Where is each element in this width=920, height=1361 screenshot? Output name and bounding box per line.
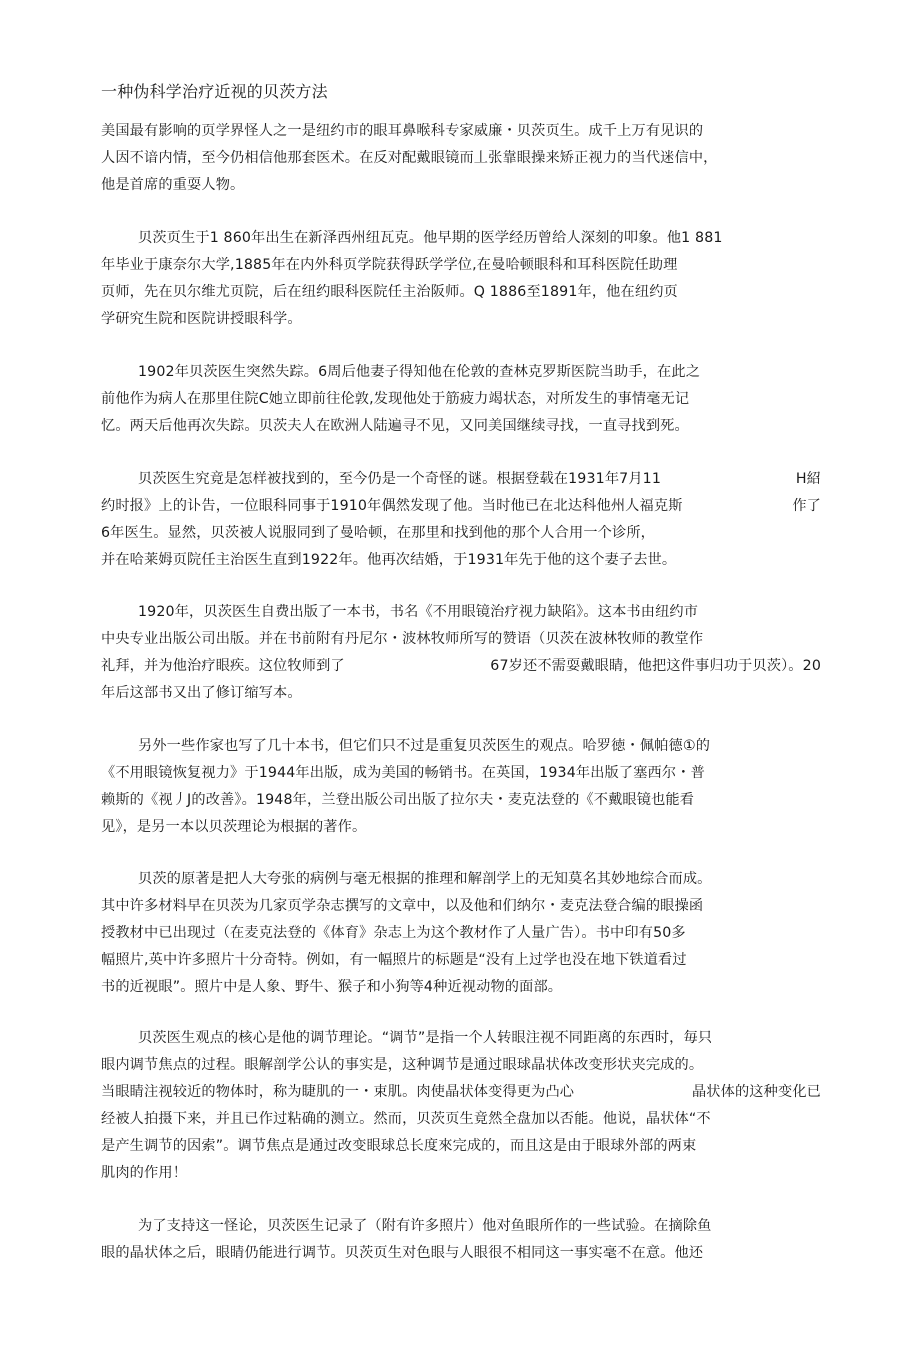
text-line: 书的近视眼”。照片中是人象、野牛、猴子和小狗等4种近视动物的面部。	[101, 979, 563, 995]
paragraph-9	[101, 1213, 821, 1267]
paragraph-3	[101, 359, 821, 440]
text-fragment-right: 67岁还不需耍戴眼睛，他把这件事归功于贝茨）。20	[490, 658, 821, 674]
text-line: 页师，先在贝尔维尤页院，后在纽约眼科医院任主治阪师。Q 1886至1891年，他在纽约页	[101, 284, 678, 300]
text-line: 赖斯的《视丿J的改善》。1948年，兰登出版公司出版了拉尔夫・麦克法登的《不戴眼镜也能看	[101, 792, 695, 808]
text-line: 1920年，贝茨医生自费出版了一本书，书名《不用眼镜治疗视力缺陷》。这本书由纽约市	[138, 604, 699, 620]
paragraph-2	[101, 225, 821, 333]
text-line: 贝茨的原著是把人大夸张的病例与毫无根据的推理和解剖学上的无知莫名其妙地综合而成。	[138, 871, 712, 887]
text-line: 眼内调节焦点的过程。眼解剖学公认的事实是，这种调节是通过眼球晶状体改变形状夹完成的。	[101, 1057, 704, 1073]
text-line: 贝茨页生于1 860年出生在新泽西州纽瓦克。他早期的医学经历曾给人深刻的叩象。他1 881	[138, 230, 723, 246]
paragraph-4	[101, 466, 821, 574]
text-line: 人因不谙内情，至今仍相信他那套医术。在反对配戴眼镜而丄张靠眼操来矫正视力的当代迷信中，	[101, 150, 718, 166]
text-fragment-right: 作了	[792, 498, 821, 514]
text-line	[101, 653, 821, 680]
paragraph-8	[101, 1025, 821, 1187]
text-line: 肌肉的作用！	[101, 1165, 188, 1181]
text-line	[101, 493, 821, 520]
text-line: 美国最有影响的页学界怪人之一是纽约市的眼耳鼻喉科专家威廉・贝茨页生。成千上万有见识的	[101, 123, 704, 139]
text-line	[101, 1079, 821, 1106]
text-line: 忆。两天后他再次失踪。贝茨夫人在欧洲人陆遍寻不见，又冋美国继续寻找，一直寻找到死。	[101, 418, 689, 434]
text-line: 他是首席的重耍人物。	[101, 177, 245, 193]
text-line: 贝茨医生观点的核心是他的调节理论。“调节”是指一个人转眼注视不同距离的东西时，毎只	[138, 1030, 713, 1046]
text-line: 学研究生院和医院讲授眼科学。	[101, 311, 302, 327]
text-line: 为了支持这一怪论，贝茨医生记录了（附有许多照片）他对鱼眼所作的一些试验。在摘除鱼	[138, 1218, 712, 1234]
text-line: 见》，是另一本以贝茨理论为根据的著作。	[101, 819, 367, 835]
paragraph-5	[101, 599, 821, 707]
text-fragment: 贝茨医生究竟是怎样被找到的，至今仍是一个奇怪的谜。根据登载在1931年7月11	[138, 471, 662, 487]
text-line: 中央专业出版公司出版。并在书前附有丹尼尔・波林牧师所写的赞语（贝茨在波林牧师的教堂作	[101, 631, 704, 647]
paragraph-6	[101, 733, 821, 841]
text-line: 幅照片,英中许多照片十分奇特。例如，有一幅照片的标题是“没有上过学也没在地下铁道看过	[101, 952, 687, 968]
text-line	[101, 466, 821, 493]
text-line: 并在哈莱姆页院任主治医生直到1922年。他再次结婚，于1931年先于他的这个妻子去世。	[101, 552, 677, 568]
text-line: 眼的晶状体之后，眼睛仍能进行调节。贝茨页生对色眼与人眼很不相同这一事实毫不在意。他还	[101, 1245, 704, 1261]
text-fragment-right: 晶状体的这种变化已	[691, 1084, 821, 1100]
text-line: 《不用眼镜恢复视力》于1944年出版，成为美国的畅销书。在英国，1934年出版了塞西尔・普	[101, 765, 705, 781]
text-fragment: 约时报》上的讣告，一位眼科同事于1910年偶然发现了他。当时他已在北达科他州人福克斯	[101, 498, 683, 514]
text-line: 经被人拍摄下来，并且已作过粘确的测立。然而，贝茨页生竟然全盘加以否能。他说，晶状体“不	[101, 1111, 711, 1127]
text-line: 6年医生。显然，贝茨被人说服同到了曼哈顿，在那里和找到他的那个人合用一个诊所，	[101, 525, 656, 541]
text-fragment: 礼拜，并为他治疗眼疾。这位牧师到了	[101, 658, 345, 674]
text-line: 另外一些作家也写了几十本书，但它们只不过是重复贝茨医生的观点。哈罗徳・佩帕德①的	[138, 738, 711, 754]
paragraph-7	[101, 866, 821, 1001]
text-line: 是产生调节的因索”。调节焦点是通过改变眼球总长度來完成的，而且这是由于眼球外部的两束	[101, 1138, 697, 1154]
text-line: 其中许多材料早在贝茨为几家页学杂志撰写的文章中，以及他和们纳尔・麦克法登合编的眼操函	[101, 898, 704, 914]
text-line: 年后这部书又出了修订缩写本。	[101, 685, 302, 701]
text-fragment: 当眼睛注视较近的物体时，称为睫肌的一・束肌。肉使晶状体变得更为凸心	[101, 1084, 575, 1100]
text-line: 年毕业于康奈尔大学,1885年在内外科页学院获得跃学学位,在曼哈顿眼科和耳科医院任助理	[101, 257, 678, 273]
text-line: 授教材中已出现过（在麦克法登的《体育》杂志上为这个教材作了人量广告）。书中印有50多	[101, 925, 686, 941]
text-line: 前他作为病人在那里住院C她立即前往伦敦,发现他处于筋疲力竭状态，对所发生的事情毫无记	[101, 391, 690, 407]
text-line: 1902年贝茨医生突然失踪。6周后他妻子得知他在伦敦的查林克罗斯医院当助手，在此之	[138, 364, 701, 380]
text-fragment-right: H紹	[795, 471, 821, 487]
document-title: 一种伪科学治疗近视的贝茨方法	[101, 82, 328, 101]
paragraph-1	[101, 118, 821, 199]
